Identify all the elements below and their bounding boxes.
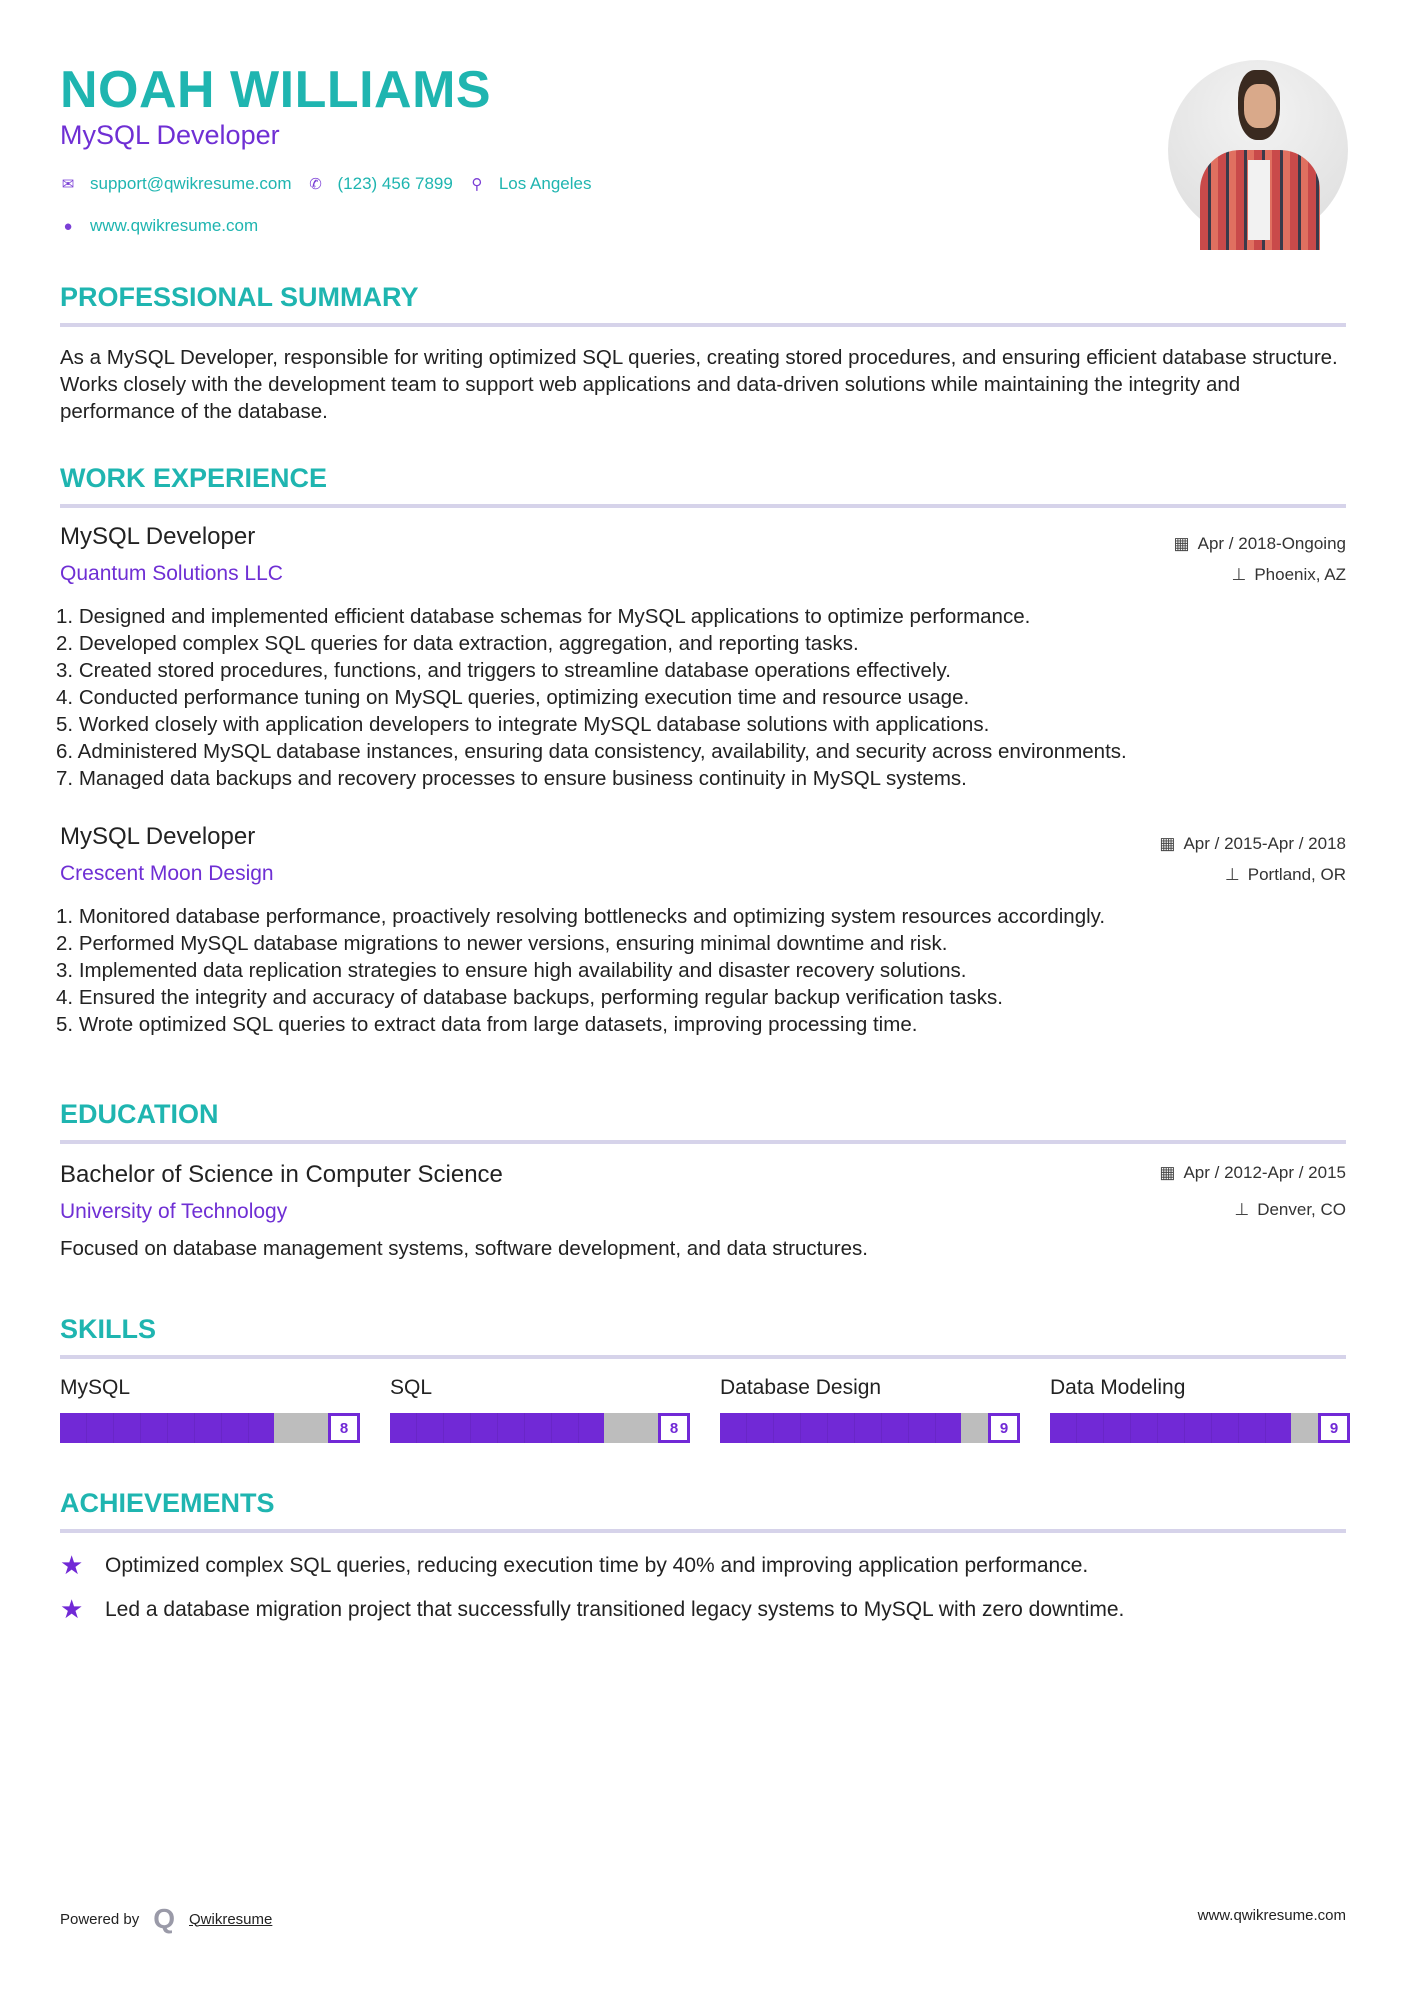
skill-item [1050,1376,1350,1443]
list-item: Created stored procedures, functions, and triggers to streamline database operations effectively. [78,659,951,682]
skill-remaining [961,1413,988,1443]
photo-face [1244,84,1276,128]
globe-icon: ● [63,217,73,235]
calendar-icon: ▦ [1173,534,1190,553]
summary-text: As a MySQL Developer, responsible for writing optimized SQL queries, creating stored procedures, and ensuring efficient database structure. Works closely with the development team to support web applications and data-driven solutions while maintaining the integrity and performance of the database. [60,346,1338,423]
skill-remaining [274,1413,328,1443]
phone-text: (123) 456 7899 [337,174,453,193]
skill-bar [60,1413,360,1443]
footer-website[interactable]: www.qwikresume.com [1197,1907,1346,1924]
skill-item [60,1376,360,1443]
skill-item [720,1376,1020,1443]
star-icon: ★ [60,1550,84,1580]
job-title: MySQL Developer [60,823,256,850]
job-location: ⊥ Portland, OR [1224,865,1346,884]
list-item: Performed MySQL database migrations to newer versions, ensuring minimal downtime and risk. [78,932,948,955]
contact-row [60,174,591,194]
qwikresume-logo-icon: Q [153,1903,175,1934]
skill-fill [720,1413,961,1443]
pin-icon: ⊥ [1224,865,1240,884]
skill-bar [1050,1413,1350,1443]
list-item: Wrote optimized SQL queries to extract data from large datasets, improving processing time. [78,1013,918,1036]
list-item: Worked closely with application developers to integrate MySQL database solutions with applications. [78,713,990,736]
list-item: Designed and implemented efficient database schemas for MySQL applications to optimize performance. [78,605,1031,628]
pin-icon: ⊥ [1231,565,1247,584]
skill-name: Data Modeling [1050,1376,1186,1399]
skill-level: 9 [988,1413,1020,1443]
degree: Bachelor of Science in Computer Science [60,1161,503,1188]
location-pin-icon: ⚲ [471,176,483,193]
list-item: Managed data backups and recovery processes to ensure business continuity in MySQL systems. [78,767,967,790]
school: University of Technology [60,1200,288,1223]
skill-level: 8 [658,1413,690,1443]
job-company: Quantum Solutions LLC [60,562,283,585]
skill-level: 8 [328,1413,360,1443]
list-item: Monitored database performance, proactively resolving bottlenecks and optimizing system resources accordingly. [78,905,1106,928]
skill-name: Database Design [720,1376,882,1399]
skill-remaining [1291,1413,1318,1443]
website-link[interactable]: www.qwikresume.com [90,216,259,235]
list-item: Implemented data replication strategies to ensure high availability and disaster recovery solutions. [78,959,967,982]
email-link[interactable]: support@qwikresume.com [90,174,292,193]
star-icon: ★ [60,1594,84,1624]
skill-name: SQL [390,1376,433,1399]
skill-fill [60,1413,274,1443]
skill-fill [1050,1413,1291,1443]
achievement-item: ★ Led a database migration project that successfully transitioned legacy systems to MySQL with zero downtime. [60,1594,1125,1624]
job-company: Crescent Moon Design [60,862,274,885]
list-item: Ensured the integrity and accuracy of database backups, performing regular backup verification tasks. [78,986,1003,1009]
email-icon: ✉ [61,176,75,193]
job-dates: ▦ Apr / 2015-Apr / 2018 [1159,834,1346,853]
candidate-title: MySQL Developer [60,120,280,150]
education-description: Focused on database management systems, software development, and data structures. [60,1237,868,1260]
phone-icon: ✆ [309,176,322,193]
list-item: Developed complex SQL queries for data extraction, aggregation, and reporting tasks. [78,632,859,655]
powered-by-text: Powered by [60,1910,140,1928]
location-text: Los Angeles [498,174,592,193]
education-location: ⊥ Denver, CO [1234,1200,1346,1219]
summary-heading: PROFESSIONAL SUMMARY [60,282,1346,327]
skill-remaining [604,1413,658,1443]
achievement-item: ★ Optimized complex SQL queries, reducing execution time by 40% and improving application performance. [60,1550,1089,1580]
calendar-icon: ▦ [1159,834,1176,853]
job-dates: ▦ Apr / 2018-Ongoing [1173,534,1346,553]
footer-powered [60,1903,272,1935]
skill-item [390,1376,690,1443]
skills-heading: SKILLS [60,1314,1346,1359]
website-row [60,216,258,236]
photo-undershirt [1248,160,1270,240]
education-dates: ▦ Apr / 2012-Apr / 2015 [1159,1163,1346,1182]
brand-link[interactable]: Qwikresume [189,1910,273,1928]
skill-fill [390,1413,604,1443]
calendar-icon: ▦ [1159,1163,1176,1182]
list-item: Conducted performance tuning on MySQL queries, optimizing execution time and resource usage. [78,686,970,709]
job-duties [56,603,1346,792]
job-location: ⊥ Phoenix, AZ [1231,565,1346,584]
pin-icon: ⊥ [1234,1200,1250,1219]
skill-bar [390,1413,690,1443]
education-heading: EDUCATION [60,1099,1346,1144]
experience-heading: WORK EXPERIENCE [60,463,1346,508]
job-title: MySQL Developer [60,523,256,550]
list-item: Administered MySQL database instances, ensuring data consistency, availability, and security across environments. [77,740,1127,763]
skill-bar [720,1413,1020,1443]
skill-name: MySQL [60,1376,131,1399]
candidate-name: NOAH WILLIAMS [60,61,492,119]
job-duties [56,903,1346,1038]
achievements-heading: ACHIEVEMENTS [60,1488,1346,1533]
skill-level: 9 [1318,1413,1350,1443]
